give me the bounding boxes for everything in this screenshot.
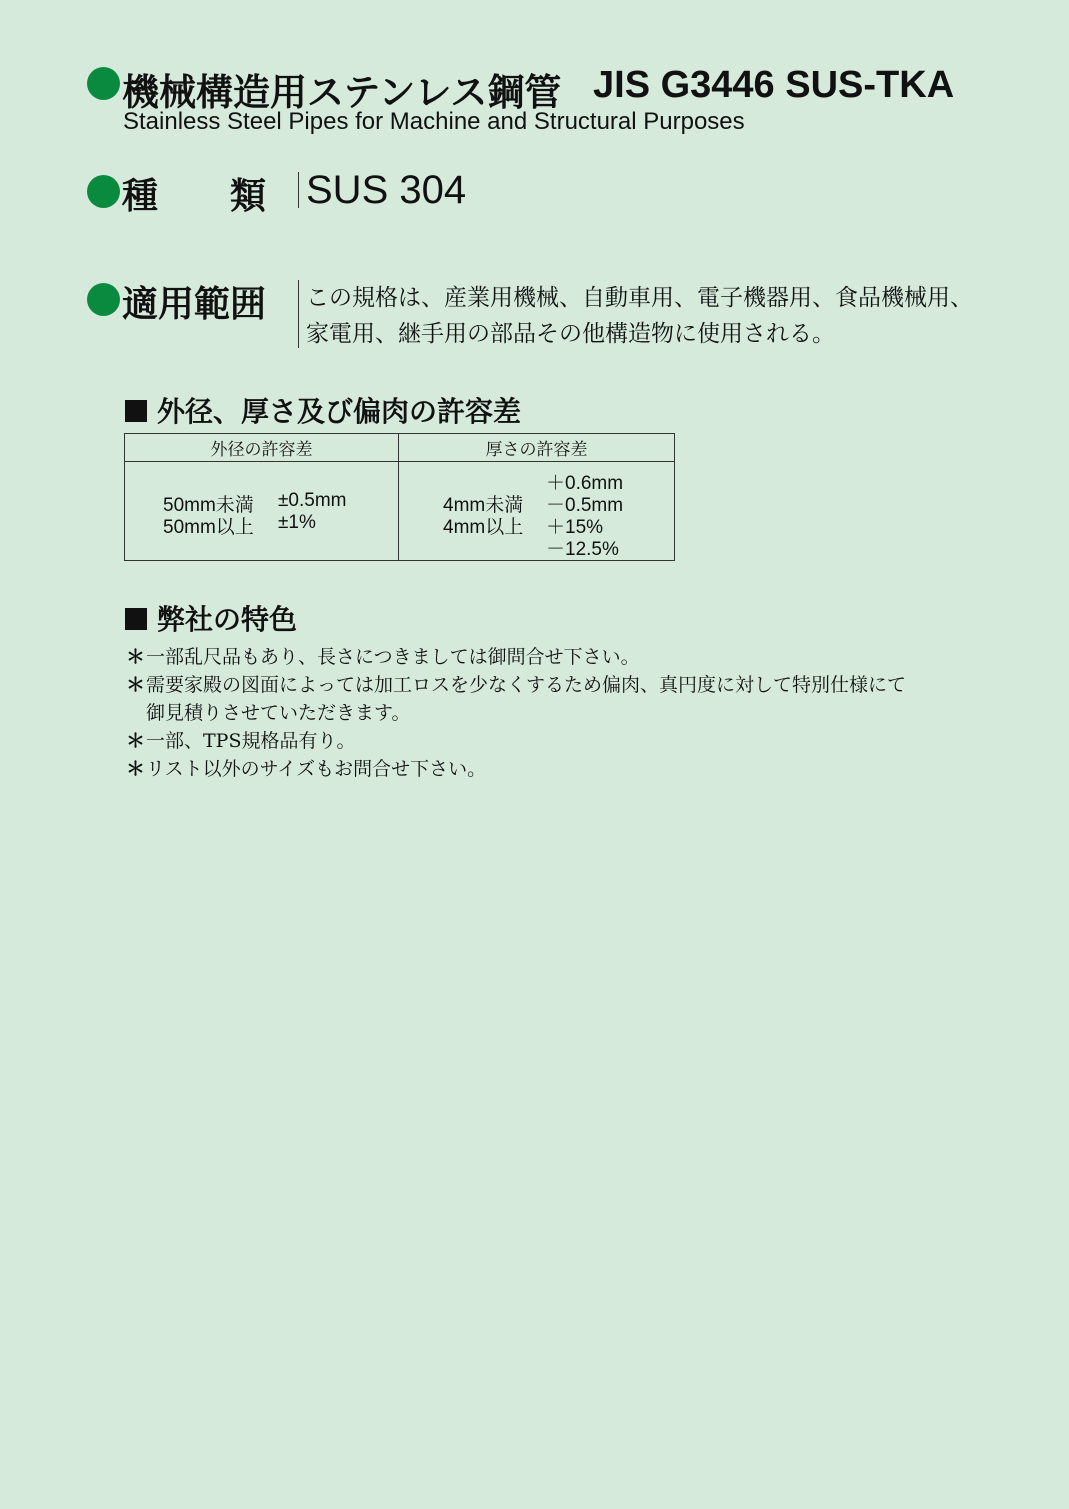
asterisk-icon: ＊: [126, 674, 146, 696]
bullet-dot-icon: [87, 67, 120, 100]
list-item: ＊ リスト以外のサイズもお問合せ下さい。: [126, 755, 906, 783]
asterisk-icon: ＊: [126, 758, 146, 780]
thickness-value: ＋15%: [546, 517, 604, 538]
list-item: 御見積りさせていただきます。: [146, 702, 411, 724]
square-bullet-icon: [125, 608, 147, 630]
thickness-value: －12.5%: [546, 539, 619, 560]
od-value: ±0.5mm: [278, 490, 347, 511]
features-list: [126, 643, 906, 783]
table-header: 外径の許容差: [125, 434, 399, 462]
thickness-value: ＋0.6mm: [546, 473, 624, 494]
table-header: 厚さの許容差: [399, 434, 675, 462]
list-item: ＊ 一部乱尺品もあり、長さにつきましては御問合せ下さい。: [126, 643, 906, 671]
thickness-cond: 4mm未満: [443, 495, 524, 516]
scope-label: 適用範囲: [122, 284, 267, 325]
standard-code: JIS G3446 SUS-TKA: [593, 64, 955, 106]
scope-text: [306, 280, 973, 352]
features-heading: 弊社の特色: [125, 598, 297, 638]
list-item: ＊ 需要家殿の図面によっては加工ロスを少なくするため偏肉、真円度に対して特別仕様にて: [126, 671, 906, 699]
page-title: 機械構造用ステンレス鋼管: [122, 71, 562, 114]
thickness-tolerance-cell: [399, 462, 675, 561]
thickness-cond: 4mm以上: [443, 517, 524, 538]
scope-line: 家電用、継手用の部品その他構造物に使用される。: [306, 321, 835, 347]
divider: [298, 172, 299, 208]
tolerance-heading: 外径、厚さ及び偏肉の許容差: [125, 390, 521, 430]
asterisk-icon: ＊: [126, 730, 146, 752]
type-label: 種 類: [122, 176, 267, 217]
asterisk-icon: ＊: [126, 646, 146, 668]
page-subtitle-en: Stainless Steel Pipes for Machine and Structural Purposes: [123, 108, 745, 135]
divider: [298, 280, 299, 348]
od-cond: 50mm未満: [163, 495, 254, 516]
scope-line: この規格は、産業用機械、自動車用、電子機器用、食品機械用、: [306, 285, 973, 311]
od-value: ±1%: [278, 512, 316, 533]
bullet-dot-icon: [87, 283, 120, 316]
steel-grade: SUS 304: [306, 168, 467, 212]
od-cond: 50mm以上: [163, 517, 254, 538]
od-tolerance-cell: [125, 462, 399, 561]
square-bullet-icon: [125, 400, 147, 422]
tolerance-table: [124, 433, 675, 561]
bullet-dot-icon: [87, 175, 120, 208]
list-item: ＊ 一部、TPS規格品有り。: [126, 727, 906, 755]
thickness-value: －0.5mm: [546, 495, 624, 516]
